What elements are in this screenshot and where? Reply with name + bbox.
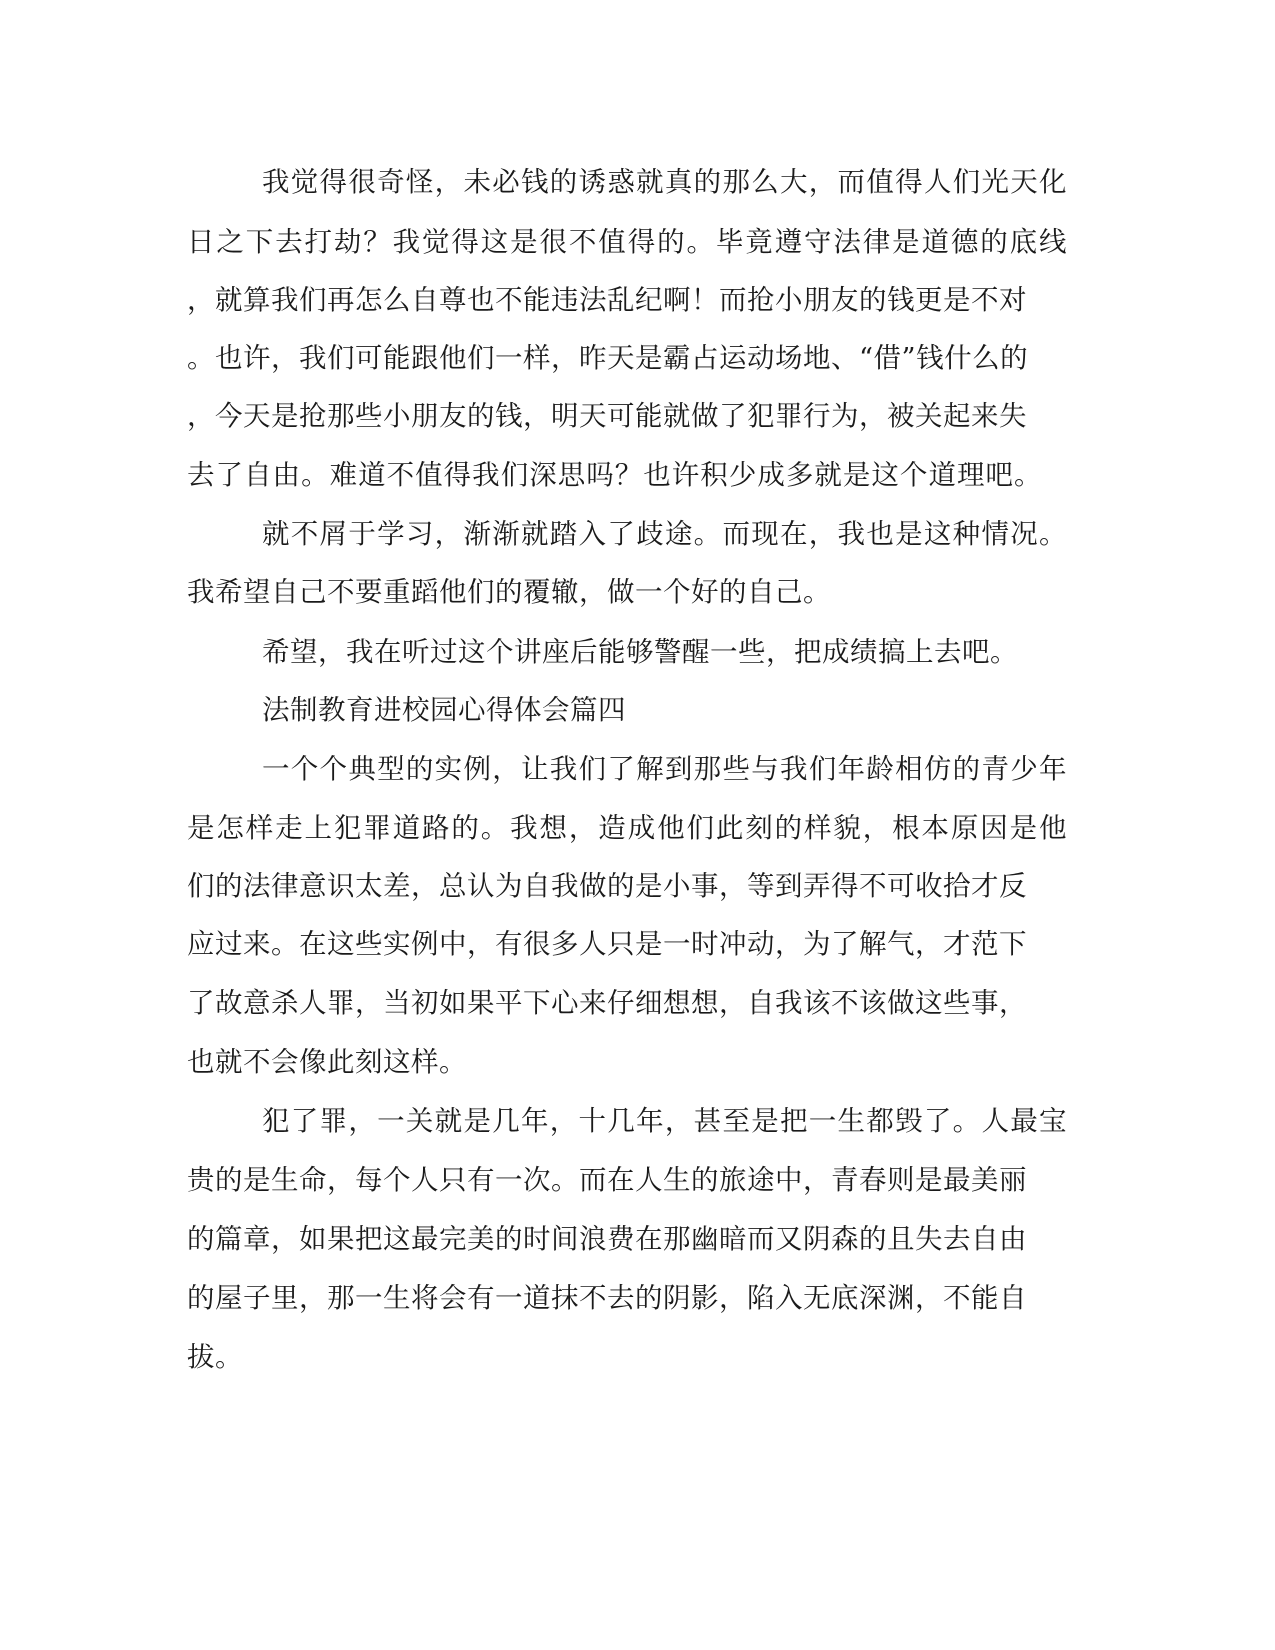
text-line: 了故意杀人罪，当初如果平下心来仔细想想，自我该不该做这些事，	[187, 987, 1027, 1019]
text-line: 的屋子里，那一生将会有一道抹不去的阴影，陷入无底深渊，不能自	[187, 1282, 1027, 1314]
text-line: 日之下去打劫？我觉得这是很不值得的。毕竟遵守法律是道德的底线	[187, 226, 1067, 258]
text-line: 们的法律意识太差，总认为自我做的是小事，等到弄得不可收拾才反	[187, 870, 1027, 902]
text-line: 犯了罪，一关就是几年，十几年，甚至是把一生都毁了。人最宝	[262, 1105, 1067, 1137]
text-line: 去了自由。难道不值得我们深思吗？也许积少成多就是这个道理吧。	[187, 459, 1042, 491]
text-line: 拔。	[187, 1341, 243, 1373]
text-line: 。也许，我们可能跟他们一样，昨天是霸占运动场地、“借”钱什么的	[187, 342, 1029, 374]
text-line: 就不屑于学习，渐渐就踏入了歧途。而现在，我也是这种情况。	[262, 518, 1067, 550]
text-line: 贵的是生命，每个人只有一次。而在人生的旅途中，青春则是最美丽	[187, 1164, 1027, 1196]
text-line: 是怎样走上犯罪道路的。我想，造成他们此刻的样貌，根本原因是他	[187, 812, 1067, 844]
text-line: 一个个典型的实例，让我们了解到那些与我们年龄相仿的青少年	[262, 753, 1067, 785]
text-line: 我希望自己不要重蹈他们的覆辙，做一个好的自己。	[187, 576, 831, 608]
text-line: ，就算我们再怎么自尊也不能违法乱纪啊！而抢小朋友的钱更是不对	[187, 284, 1027, 316]
text-line: 也就不会像此刻这样。	[187, 1046, 467, 1078]
text-line: ，今天是抢那些小朋友的钱，明天可能就做了犯罪行为，被关起来失	[187, 400, 1027, 432]
text-line: 我觉得很奇怪，未必钱的诱惑就真的那么大，而值得人们光天化	[262, 166, 1067, 198]
text-line: 的篇章，如果把这最完美的时间浪费在那幽暗而又阴森的且失去自由	[187, 1223, 1027, 1255]
text-line: 应过来。在这些实例中，有很多人只是一时冲动，为了解气，才范下	[187, 928, 1027, 960]
text-line: 希望，我在听过这个讲座后能够警醒一些，把成绩搞上去吧。	[262, 636, 1018, 668]
section-heading: 法制教育进校园心得体会篇四	[262, 694, 626, 726]
